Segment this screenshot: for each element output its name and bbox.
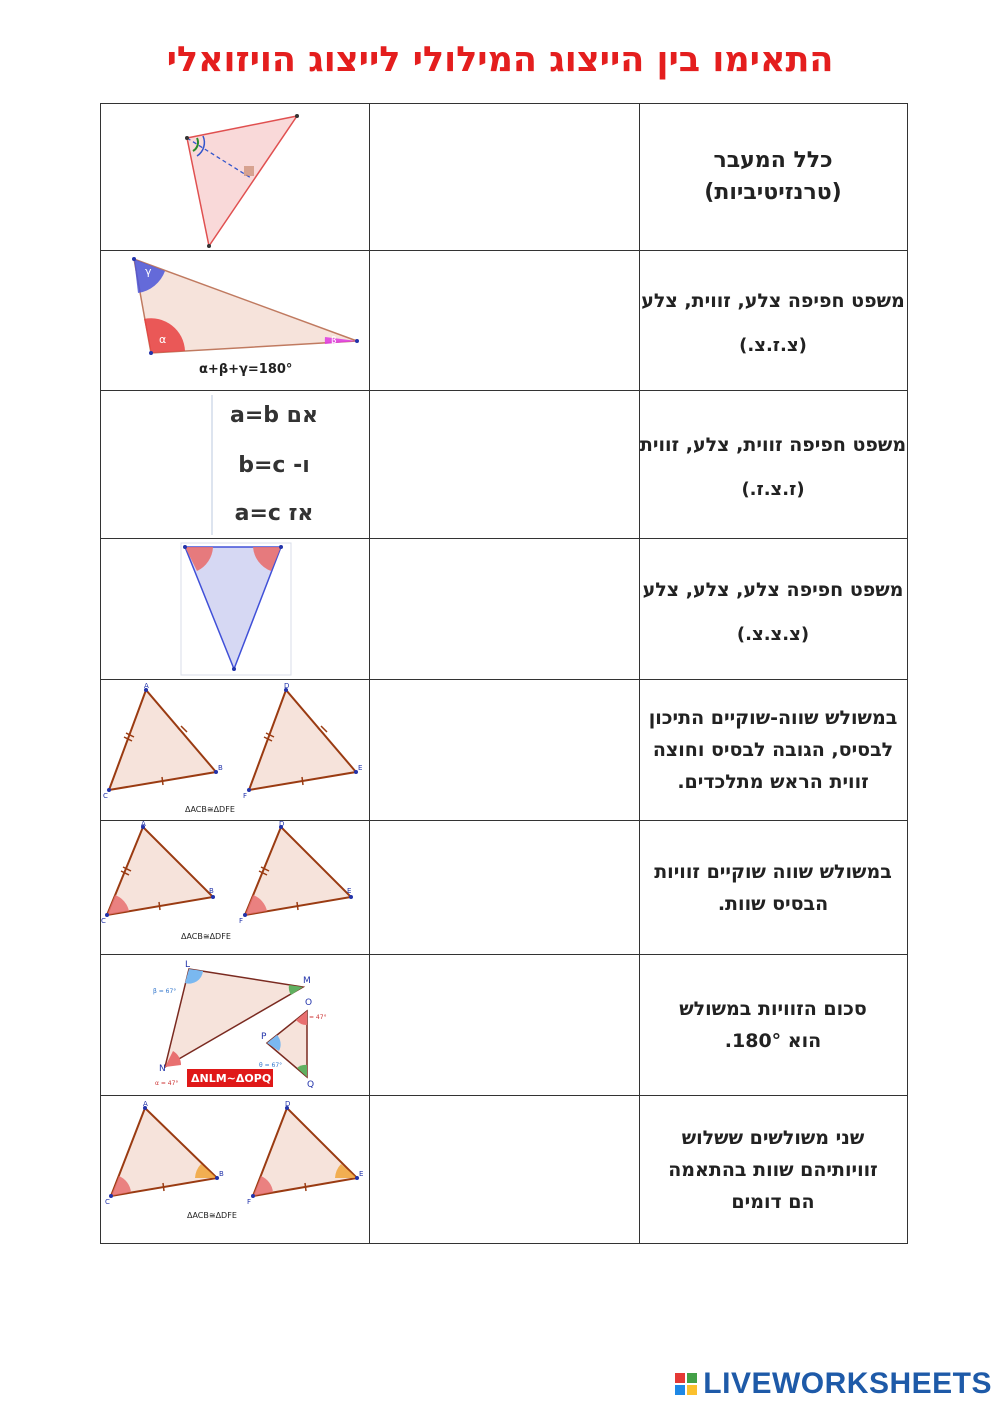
angle-label: γ bbox=[145, 265, 152, 278]
isosceles-base-angles-figure bbox=[101, 821, 370, 955]
figure-cell[interactable] bbox=[100, 391, 370, 539]
angle-label: α bbox=[159, 333, 167, 346]
vertex-label: L bbox=[185, 960, 191, 970]
vertex-label: C bbox=[101, 917, 106, 925]
vertex-label: P bbox=[261, 1032, 267, 1042]
statement-line: משפט חפיפה צלע, צלע, צלע bbox=[642, 578, 904, 601]
brand-name: LIVEWORKSHEETS bbox=[703, 1367, 992, 1400]
figure-caption: ΔACB≅ΔDFE bbox=[185, 805, 235, 814]
table-row bbox=[100, 821, 908, 955]
statement-line: (צ.צ.צ.) bbox=[736, 623, 810, 645]
statement-line: הוא 180°. bbox=[724, 1030, 822, 1052]
statement-cell bbox=[639, 821, 908, 955]
statement-line: הבסיס שוות. bbox=[717, 892, 829, 915]
angle-value: θ = 67° bbox=[259, 1062, 283, 1069]
vertex-label: C bbox=[105, 1198, 110, 1206]
logo-icon bbox=[675, 1373, 697, 1395]
figure-cell[interactable] bbox=[100, 680, 370, 821]
angle-value: α = 47° bbox=[155, 1080, 179, 1087]
answer-drop-zone[interactable] bbox=[369, 539, 640, 680]
statement-cell bbox=[639, 103, 908, 251]
vertex-label: M bbox=[303, 976, 311, 986]
answer-drop-zone[interactable] bbox=[369, 103, 640, 251]
statement-line: משפט חפיפה צלע, זווית, צלע bbox=[641, 290, 905, 312]
angle-value: = 47° bbox=[309, 1014, 327, 1021]
vertex-label: F bbox=[239, 917, 244, 925]
vertex-label: D bbox=[279, 821, 285, 828]
statement-line: זווית הראש מתלכדים. bbox=[677, 771, 869, 793]
vertex-label: O bbox=[305, 998, 313, 1008]
answer-drop-zone[interactable] bbox=[369, 251, 640, 391]
table-row bbox=[100, 103, 908, 251]
equation-line: אם a=b bbox=[229, 403, 319, 428]
equation-line: אז a=c bbox=[234, 501, 314, 526]
vertex-label: Q bbox=[307, 1080, 315, 1090]
vertex-label: D bbox=[284, 682, 290, 690]
figure-cell[interactable] bbox=[100, 251, 370, 391]
statement-line: משפט חפיפה זווית, צלע, זווית bbox=[639, 434, 907, 456]
vertex-label: B bbox=[219, 1170, 224, 1178]
vertex-label: B bbox=[209, 887, 214, 895]
statement-line: שני משולשים ששלוש bbox=[681, 1126, 865, 1149]
figure-cell[interactable] bbox=[100, 539, 370, 680]
figure-cell[interactable] bbox=[100, 821, 370, 955]
aa-similarity-figure bbox=[101, 1096, 370, 1244]
angle-value: β = 67° bbox=[153, 988, 177, 995]
table-row bbox=[100, 1096, 908, 1244]
answer-drop-zone[interactable] bbox=[369, 955, 640, 1096]
statement-line: זוויותיהם שוות בהתאמה bbox=[668, 1158, 878, 1181]
vertex-label: N bbox=[159, 1064, 166, 1074]
vertex-label: F bbox=[247, 1198, 252, 1206]
equation-line: ו- b=c bbox=[238, 453, 310, 478]
vertex-label: D bbox=[285, 1100, 291, 1108]
table-row bbox=[100, 391, 908, 539]
statement-line: (ז.צ.ז.) bbox=[741, 479, 805, 500]
statement-cell bbox=[639, 251, 908, 391]
statement-line: במשולש שווה שוקיים זוויות bbox=[654, 860, 892, 883]
table-row bbox=[100, 680, 908, 821]
vertex-label: B bbox=[218, 764, 223, 772]
statement-cell bbox=[639, 1096, 908, 1244]
statement-line: הם דומים bbox=[731, 1190, 815, 1213]
isosceles-triangle-figure bbox=[101, 539, 370, 680]
similar-triangles-figure bbox=[101, 955, 370, 1096]
answer-drop-zone[interactable] bbox=[369, 821, 640, 955]
page-title: התאימו בין הייצוג המילולי לייצוג הויזואלי bbox=[166, 40, 834, 80]
figure-caption: ΔACB≅ΔDFE bbox=[181, 932, 231, 941]
statement-line: כלל המעבר bbox=[713, 148, 833, 173]
table-row bbox=[100, 955, 908, 1096]
liveworksheets-logo[interactable] bbox=[675, 1367, 992, 1401]
table-row bbox=[100, 539, 908, 680]
statement-line: לבסיס, הגובה לבסיס וחוצה bbox=[652, 739, 894, 761]
figure-cell[interactable] bbox=[100, 103, 370, 251]
figure-caption: ΔNLM~ΔOPQ bbox=[191, 1072, 272, 1085]
congruent-triangles-figure bbox=[101, 680, 370, 821]
statement-cell bbox=[639, 955, 908, 1096]
answer-drop-zone[interactable] bbox=[369, 391, 640, 539]
figure-caption: ΔACB≅ΔDFE bbox=[187, 1211, 237, 1220]
statement-cell bbox=[639, 539, 908, 680]
table-row bbox=[100, 251, 908, 391]
vertex-label: E bbox=[347, 887, 352, 895]
angle-label: β bbox=[331, 336, 337, 346]
vertex-label: A bbox=[141, 821, 146, 828]
vertex-label: A bbox=[143, 1100, 148, 1108]
vertex-label: E bbox=[358, 764, 363, 772]
statement-line: במשולש שווה-שוקיים התיכון bbox=[648, 707, 898, 729]
statement-cell bbox=[639, 680, 908, 821]
vertex-label: C bbox=[103, 792, 108, 800]
answer-drop-zone[interactable] bbox=[369, 680, 640, 821]
statement-line: (טרנזיטיביות) bbox=[704, 180, 842, 205]
matching-table bbox=[100, 103, 908, 1244]
angle-sum-figure bbox=[101, 251, 370, 391]
statement-cell bbox=[639, 391, 908, 539]
vertex-label: E bbox=[359, 1170, 364, 1178]
vertex-label: A bbox=[144, 682, 149, 690]
figure-caption: α+β+γ=180° bbox=[199, 362, 293, 377]
triangle-altitude-figure bbox=[101, 104, 370, 251]
answer-drop-zone[interactable] bbox=[369, 1096, 640, 1244]
figure-cell[interactable] bbox=[100, 955, 370, 1096]
statement-line: (צ.ז.צ.) bbox=[739, 335, 807, 356]
figure-cell[interactable] bbox=[100, 1096, 370, 1244]
statement-line: סכום הזוויות במשולש bbox=[679, 998, 867, 1020]
vertex-label: F bbox=[243, 792, 248, 800]
